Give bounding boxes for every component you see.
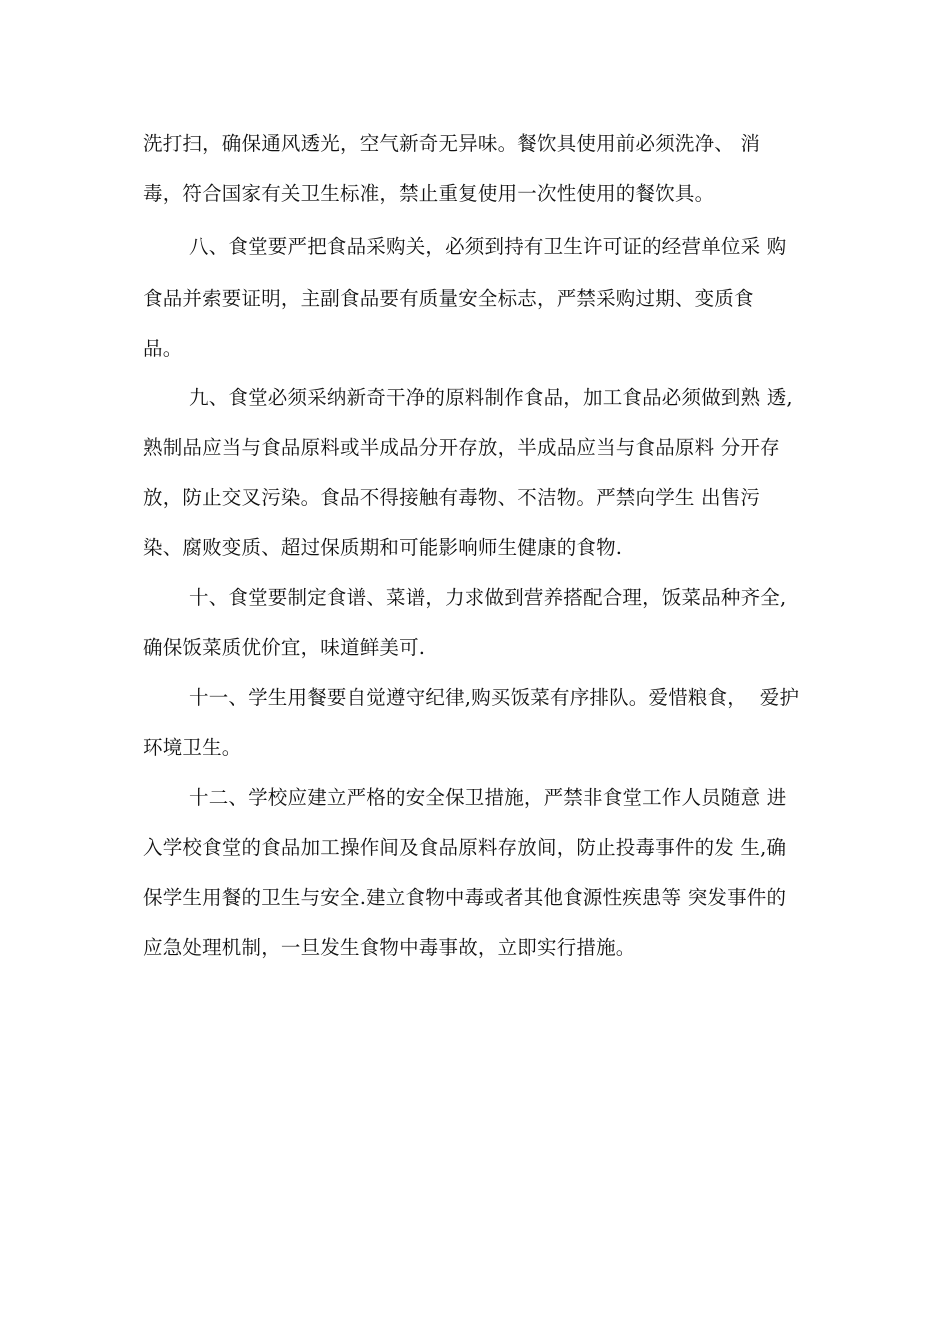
text-line <box>143 335 950 363</box>
line-text: 入学校食堂的食品加工操作间及食品原料存放间，防止投毒事件的发 生,确 <box>143 836 787 859</box>
line-text: 毒，符合国家有关卫生标准，禁止重复使用一次性使用的餐饮具。 <box>143 182 715 205</box>
line-text: 品。 <box>143 337 183 360</box>
line-text: 应急处理机制，一旦发生食物中毒事故，立即实行措施。 <box>143 936 636 959</box>
text-line <box>143 834 817 862</box>
paragraph-11-first-line <box>189 684 950 712</box>
text-line <box>143 130 817 158</box>
line-text: 熟制品应当与食品原料或半成品分开存放，半成品应当与食品原料 分开存 <box>143 436 780 459</box>
paragraph-10-first-line <box>189 584 950 612</box>
text-line <box>143 934 950 962</box>
text-line <box>143 434 817 462</box>
line-text: 环境卫生。 <box>143 736 242 759</box>
line-text: 八、食堂要严把食品采购关，必须到持有卫生许可证的经营单位采 购 <box>189 235 787 258</box>
paragraph-8-first-line <box>189 233 950 261</box>
text-line <box>143 484 817 512</box>
line-text: 染、腐败变质、超过保质期和可能影响师生健康的食物. <box>143 536 623 559</box>
line-text: 洗打扫，确保通风透光，空气新奇无异味。餐饮具使用前必须洗净、 消 <box>143 132 761 155</box>
line-text: 十二、学校应建立严格的安全保卫措施，严禁非食堂工作人员随意 进 <box>189 786 787 809</box>
text-line <box>143 534 950 562</box>
paragraph-9-first-line <box>189 384 950 412</box>
line-text: 十一、学生用餐要自觉遵守纪律,购买饭菜有序排队。爱惜粮食， 爱护 <box>189 686 800 709</box>
text-line <box>143 734 950 762</box>
line-text: 保学生用餐的卫生与安全.建立食物中毒或者其他食源性疾患等 突发事件的 <box>143 886 787 909</box>
text-line <box>143 180 950 208</box>
line-text: 九、食堂必须采纳新奇干净的原料制作食品，加工食品必须做到熟 透, <box>189 386 793 409</box>
line-text: 放，防止交叉污染。食品不得接触有毒物、不洁物。严禁向学生 出售污 <box>143 486 761 509</box>
line-text: 食品并索要证明，主副食品要有质量安全标志，严禁采购过期、变质食 <box>143 287 754 310</box>
line-text: 十、食堂要制定食谱、菜谱，力求做到营养搭配合理，饭菜品种齐全, <box>189 586 787 609</box>
paragraph-12-first-line <box>189 784 950 812</box>
line-text: 确保饭菜质优价宜，味道鲜美可. <box>143 636 426 659</box>
text-line <box>143 634 950 662</box>
text-line <box>143 285 817 313</box>
text-line <box>143 884 817 912</box>
